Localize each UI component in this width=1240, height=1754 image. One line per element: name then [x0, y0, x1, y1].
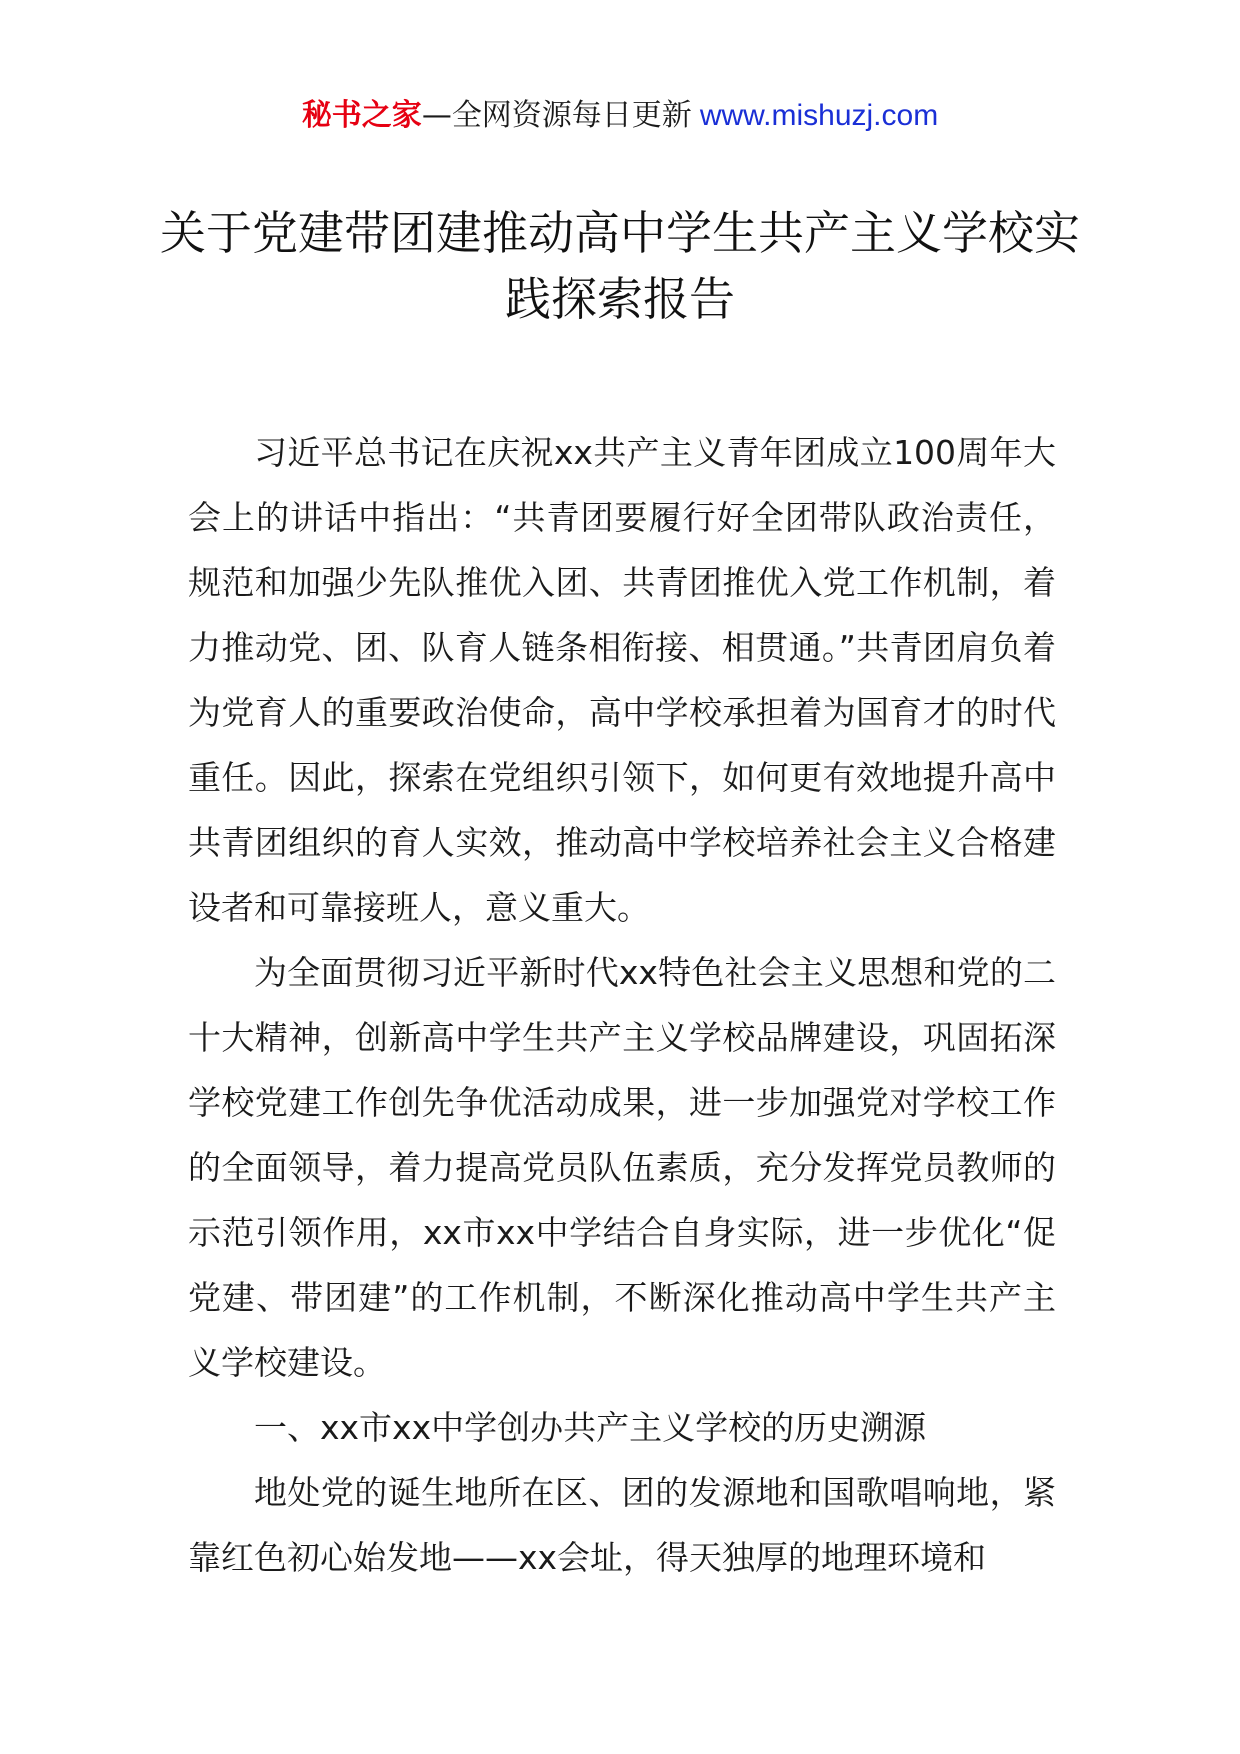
- site-brand: 秘书之家: [301, 98, 422, 133]
- site-header: [0, 96, 1240, 136]
- paragraph-history: 地处党的诞生地所在区、团的发源地和国歌唱响地，紧靠红色初心始发地——xx会址，得天独厚的地理环境和: [188, 1473, 1056, 1577]
- paragraph-purpose: 为全面贯彻习近平新时代xx特色社会主义思想和党的二十大精神，创新高中学生共产主义学校品牌建设，巩固拓深学校党建工作创先争优活动成果，进一步加强党对学校工作的全面领导，着力提高党员队伍素质，充分发挥党员教师的示范引领作用，xx市xx中学结合自身实际，进一步优化“促党建、带团建”的工作机制，不断深化推动高中学生共产主义学校建设。: [188, 953, 1056, 1382]
- site-tagline: —全网资源每日更新: [421, 98, 692, 133]
- document-body: [188, 420, 1056, 1590]
- section-heading-1: 一、xx市xx中学创办共产主义学校的历史溯源: [254, 1408, 927, 1447]
- site-url-link[interactable]: www.mishuzj.com: [699, 99, 939, 132]
- paragraph-intro: 习近平总书记在庆祝xx共产主义青年团成立100周年大会上的讲话中指出：“共青团要履行好全团带队政治责任，规范和加强少先队推优入团、共青团推优入党工作机制，着力推动党、团、队育人链条相衔接、相贯通。”共青团肩负着为党育人的重要政治使命，高中学校承担着为国育才的时代重任。因此，探索在党组织引领下，如何更有效地提升高中共青团组织的育人实效，推动高中学校培养社会主义合格建设者和可靠接班人，意义重大。: [188, 433, 1056, 927]
- document-title: 关于党建带团建推动高中学生共产主义学校实践探索报告: [160, 206, 1080, 326]
